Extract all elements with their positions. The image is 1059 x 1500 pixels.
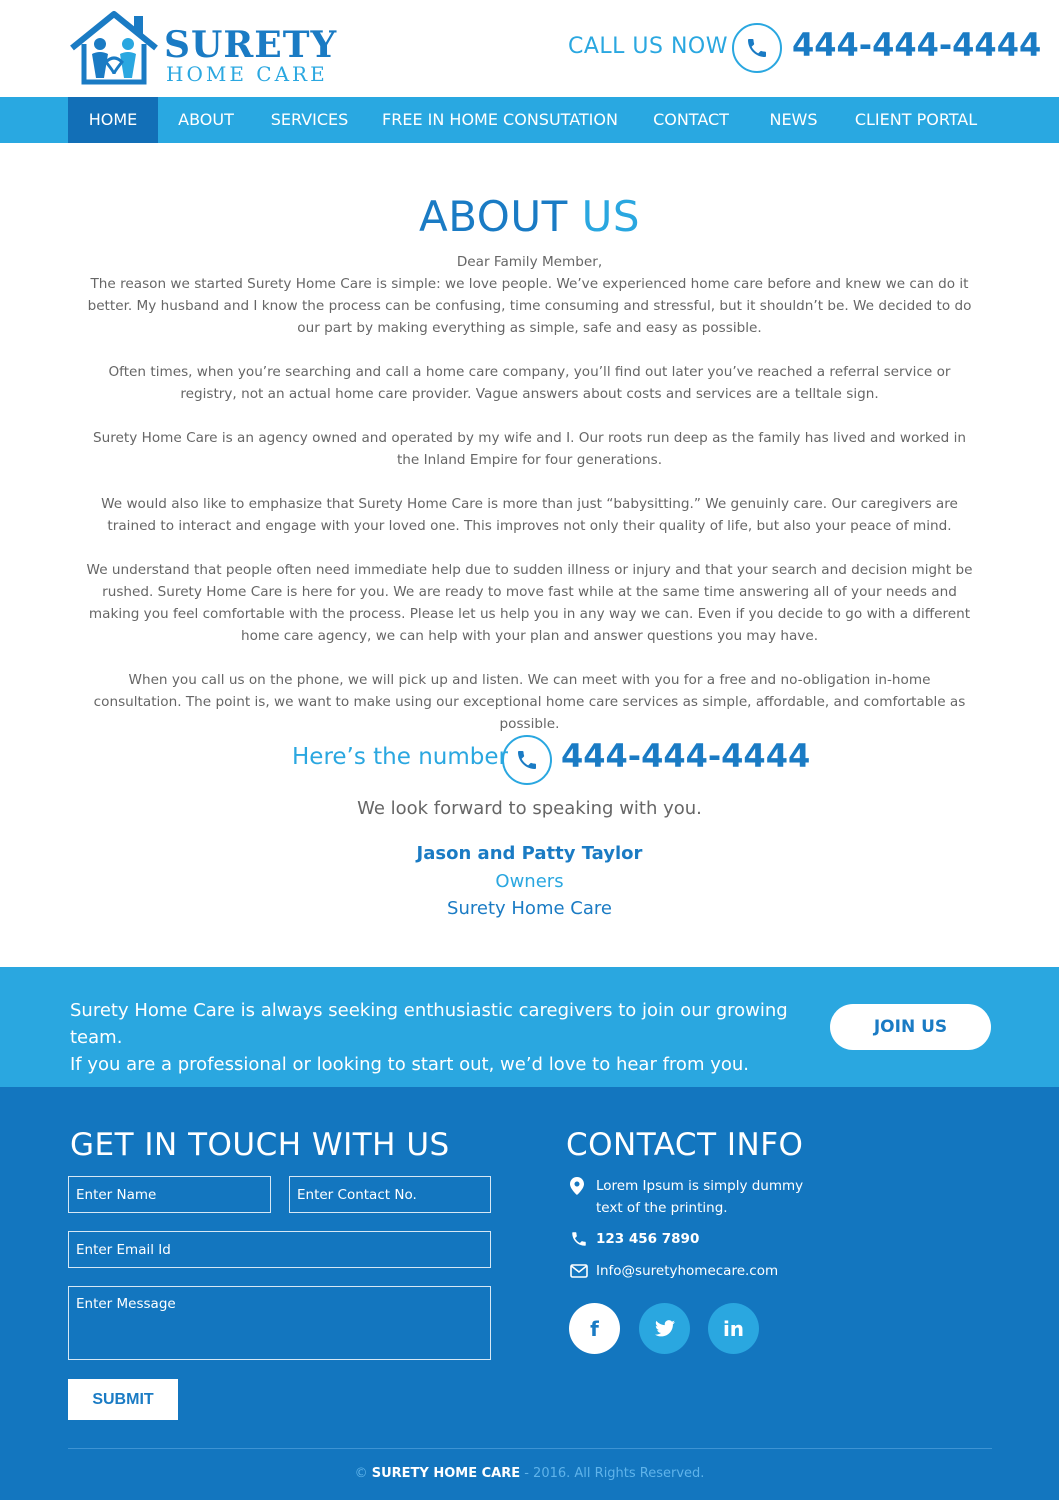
site-header — [0, 0, 1059, 97]
address-text: Lorem Ipsum is simply dummy text of the printing. — [596, 1178, 804, 1216]
join-text-line2: If you are a professional or looking to start out, we’d love to hear from you. — [70, 1054, 749, 1075]
about-paragraph-4: We would also like to emphasize that Surety Home Care is more than just “babysitting.” We genuinly care. Our caregivers are trained to interact and engage with your loved one. This improves not only their quality of life, but also your peace of mind. — [101, 496, 958, 534]
linkedin-icon[interactable]: in — [708, 1303, 759, 1354]
footer-divider — [68, 1448, 992, 1449]
submit-button[interactable]: SUBMIT — [68, 1379, 178, 1420]
owners-role: Owners — [495, 871, 564, 892]
about-paragraph-3: Surety Home Care is an agency owned and operated by my wife and I. Our roots run deep as the family has lived and worked in the Inland Empire for four generations. — [93, 430, 966, 468]
forward-message: We look forward to speaking with you. — [357, 798, 702, 819]
about-paragraph-6: When you call us on the phone, we will pick up and listen. We can meet with you for a free and no-obligation in-home consultation. The point is, we want to make using our exceptional home care services as simple, affordable, and comfortable as possible. — [93, 672, 966, 732]
nav-item-about[interactable]: ABOUT — [178, 110, 234, 129]
contact-phone-text[interactable]: 123 456 7890 — [596, 1231, 700, 1247]
contact-number-input[interactable] — [289, 1176, 491, 1213]
about-paragraph-2: Often times, when you’re searching and call a home care company, you’ll find out later you’ve reached a referral service or registry, not an actual home care provider. Vague answers about costs and services are a telltale sign. — [108, 364, 951, 402]
location-pin-icon — [570, 1175, 590, 1197]
envelope-icon — [570, 1260, 590, 1282]
logo-subtitle: HOME CARE — [166, 62, 328, 86]
about-phone-number[interactable]: 444-444-4444 — [561, 737, 811, 775]
owners-name: Jason and Patty Taylor — [416, 843, 643, 864]
nav-item-free-consultation[interactable]: FREE IN HOME CONSUTATION — [382, 110, 618, 129]
facebook-icon[interactable]: f — [569, 1303, 620, 1354]
join-banner — [0, 967, 1059, 1087]
copyright-brand: SURETY HOME CARE — [371, 1466, 521, 1481]
phone-icon[interactable] — [732, 23, 782, 73]
phone-icon — [570, 1228, 590, 1250]
nav-item-home[interactable]: HOME — [68, 97, 158, 143]
nav-item-contact[interactable]: CONTACT — [653, 110, 729, 129]
join-text — [70, 997, 810, 1078]
logo[interactable] — [68, 10, 338, 86]
address-row — [570, 1175, 803, 1219]
join-us-button[interactable]: JOIN US — [830, 1004, 991, 1050]
phone-row — [570, 1228, 699, 1250]
copyright-symbol: © — [354, 1466, 368, 1481]
number-label: Here’s the number — [292, 744, 508, 770]
header-phone-number[interactable]: 444-444-4444 — [792, 26, 1042, 64]
logo-title: SURETY — [164, 24, 338, 66]
phone-glyph — [745, 36, 769, 60]
contact-info-heading: CONTACT INFO — [566, 1127, 804, 1163]
main-nav — [0, 97, 1059, 143]
about-paragraph-1: Dear Family Member, The reason we started Surety Home Care is simple: we love people. We’ve experienced home care before and knew we can do it better. My husband and I know the process can be confusing, time consuming and stressful, but it shouldn’t be. We decided to do our part by making everything as simple, safe and easy as possible. — [87, 254, 972, 336]
about-title-part1: ABOUT — [418, 192, 568, 241]
name-input[interactable] — [68, 1176, 271, 1213]
twitter-icon[interactable] — [639, 1303, 690, 1354]
nav-item-news[interactable]: NEWS — [769, 110, 818, 129]
email-row — [570, 1260, 778, 1282]
phone-icon[interactable] — [502, 735, 552, 785]
about-paragraph-5: We understand that people often need immediate help due to sudden illness or injury and that your search and decision might be rushed. Surety Home Care is here for you. We are ready to move fast while at the same time answering all of your needs and making you feel comfortable with the process. Please let us help you in any way we can. Even if you decide to go with a different home care agency, we can help with your plan and answer questions you may have. — [86, 562, 973, 644]
contact-form-heading: GET IN TOUCH WITH US — [70, 1127, 450, 1163]
about-title-part2: US — [581, 192, 641, 241]
copyright-rest: - 2016. All Rights Reserved. — [524, 1466, 705, 1481]
contact-email-text[interactable]: Info@suretyhomecare.com — [596, 1263, 779, 1279]
copyright — [0, 1466, 1059, 1481]
site-footer — [0, 1087, 1059, 1500]
house-logo-icon — [68, 10, 160, 86]
call-us-label: CALL US NOW — [568, 34, 729, 59]
nav-item-services[interactable]: SERVICES — [270, 110, 349, 129]
message-textarea[interactable] — [68, 1286, 491, 1360]
about-title — [0, 192, 1059, 241]
nav-item-client-portal[interactable]: CLIENT PORTAL — [854, 110, 978, 129]
phone-glyph — [515, 748, 539, 772]
join-text-line1: Surety Home Care is always seeking enthusiastic caregivers to join our growing team. — [70, 1000, 788, 1048]
owners-company: Surety Home Care — [447, 898, 612, 919]
email-input[interactable] — [68, 1231, 491, 1268]
